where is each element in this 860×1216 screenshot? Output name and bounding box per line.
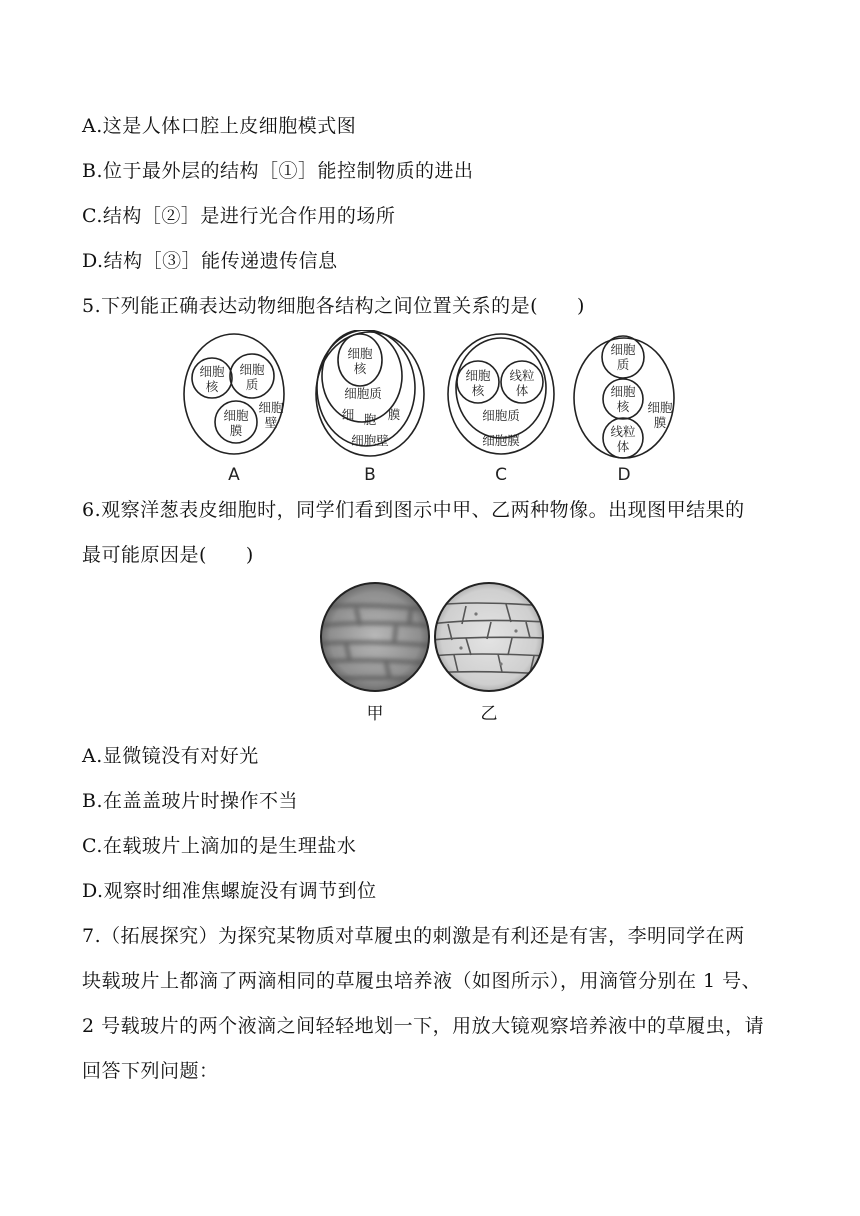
q4-option-d: D.结构［③］能传递遗传信息 — [82, 250, 338, 272]
d-nucleus-2: 核 — [616, 399, 630, 414]
q4-option-a: A.这是人体口腔上皮细胞模式图 — [82, 115, 357, 137]
a-membrane-2: 膜 — [229, 423, 243, 438]
q7-line4: 回答下列问题： — [82, 1060, 219, 1082]
a-wall-1: 细胞 — [258, 400, 284, 415]
a-cytoplasm-2: 质 — [245, 377, 259, 392]
q4-option-b: B.位于最外层的结构［①］能控制物质的进出 — [82, 160, 474, 182]
d-cytoplasm-2: 质 — [616, 357, 630, 372]
q7-line1: 7.（拓展探究）为探究某物质对草履虫的刺激是有利还是有害，李明同学在两 — [82, 925, 745, 947]
d-mito-2: 体 — [616, 439, 630, 454]
label-yi: 乙 — [480, 704, 498, 724]
q6-option-d: D.观察时细准焦螺旋没有调节到位 — [82, 880, 377, 902]
c-membrane: 细胞膜 — [482, 433, 520, 448]
c-letter: C — [495, 465, 507, 485]
b-nucleus-2: 核 — [353, 361, 367, 376]
b-membrane-mid: 胞 — [363, 412, 377, 427]
b-membrane-left: 细 — [341, 407, 355, 422]
q5-stem: 5.下列能正确表达动物细胞各结构之间位置关系的是( ) — [82, 295, 585, 317]
q6-option-b: B.在盖盖玻片时操作不当 — [82, 790, 299, 812]
c-cytoplasm: 细胞质 — [482, 408, 520, 423]
q6-stem-line2: 最可能原因是( ) — [82, 544, 254, 566]
d-cytoplasm-1: 细胞 — [610, 342, 636, 357]
q7-line3: 2 号载玻片的两个液滴之间轻轻地划一下，用放大镜观察培养液中的草履虫，请 — [82, 1015, 765, 1037]
d-mito-1: 线粒 — [610, 424, 636, 439]
d-nucleus-1: 细胞 — [610, 384, 636, 399]
d-membrane-2: 膜 — [653, 415, 667, 430]
d-membrane-1: 细胞 — [647, 400, 673, 415]
label-jia: 甲 — [366, 704, 384, 724]
d-letter: D — [617, 465, 631, 485]
q6-stem-line1: 6.观察洋葱表皮细胞时，同学们看到图示中甲、乙两种物像。出现图甲结果的 — [82, 499, 745, 521]
jia-view — [316, 583, 436, 691]
a-nucleus-2: 核 — [205, 379, 219, 394]
c-nucleus-1: 细胞 — [465, 368, 491, 383]
b-letter: B — [364, 465, 376, 485]
yi-view — [431, 583, 546, 691]
q7-line2: 块载玻片上都滴了两滴相同的草履虫培养液（如图所示），用滴管分别在 1 号、 — [82, 970, 762, 992]
q4-option-c: C.结构［②］是进行光合作用的场所 — [82, 205, 396, 227]
a-wall-2: 壁 — [264, 415, 278, 430]
b-wall: 细胞壁 — [351, 433, 389, 448]
b-membrane-right: 膜 — [387, 407, 401, 422]
q6-option-c: C.在载玻片上滴加的是生理盐水 — [82, 835, 357, 857]
c-nucleus-2: 核 — [471, 383, 485, 398]
a-membrane-1: 细胞 — [223, 408, 249, 423]
b-cytoplasm: 细胞质 — [344, 386, 382, 401]
q5-cell-diagrams — [176, 330, 686, 490]
c-mito-1: 线粒 — [509, 368, 535, 383]
q6-option-a: A.显微镜没有对好光 — [82, 745, 259, 767]
a-cytoplasm-1: 细胞 — [239, 362, 265, 377]
q6-microscope-images — [316, 576, 546, 726]
a-letter: A — [228, 465, 240, 485]
b-nucleus-1: 细胞 — [347, 346, 373, 361]
a-nucleus-1: 细胞 — [199, 364, 225, 379]
c-mito-2: 体 — [515, 383, 529, 398]
